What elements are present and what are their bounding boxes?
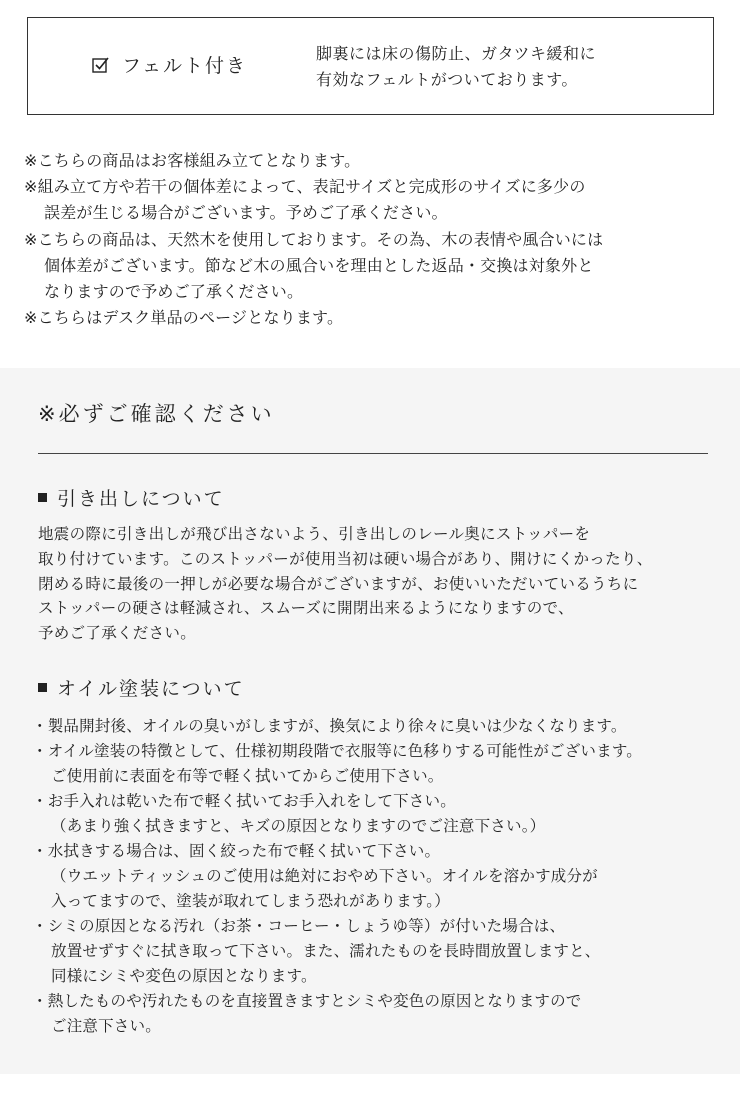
drawer-heading	[38, 484, 225, 511]
drawer-heading-text: 引き出しについて	[57, 488, 225, 510]
list-item: 放置せずすぐに拭き取って下さい。また、濡れたものを長時間放置しますと、	[51, 942, 601, 960]
list-item: ・お手入れは乾いた布で軽く拭いてお手入れをして下さい。	[32, 792, 456, 810]
checkbox-checked-icon	[92, 56, 110, 74]
feature-desc-line: 有効なフェルトがついております。	[316, 70, 578, 89]
note-line: ※こちらの商品は、天然木を使用しております。その為、木の表情や風合いには	[24, 229, 604, 249]
list-item: ご注意下さい。	[51, 1017, 161, 1035]
list-item: ・熱したものや汚れたものを直接置きますとシミや変色の原因となりますので	[32, 992, 582, 1010]
list-item: 入ってますので、塗装が取れてしまう恐れがあります。）	[51, 892, 450, 910]
oil-heading	[38, 674, 245, 701]
confirm-section	[0, 368, 740, 1074]
note-line: ※こちらはデスク単品のページとなります。	[24, 308, 344, 328]
body-line: 取り付けています。このストッパーが使用当初は硬い場合があり、開けにくかったり、	[38, 549, 653, 568]
note-line: ※組み立て方や若干の個体差によって、表記サイズと完成形のサイズに多少の	[24, 177, 586, 197]
list-item: 同様にシミや変色の原因となります。	[51, 967, 317, 985]
note-line: 誤差が生じる場合がございます。予めご了承ください。	[44, 203, 448, 223]
drawer-body	[38, 522, 728, 646]
divider	[38, 453, 708, 454]
oil-heading-text: オイル塗装について	[57, 678, 245, 700]
list-item: ・製品開封後、オイルの臭いがしますが、換気により徐々に臭いは少なくなります。	[32, 717, 627, 735]
list-item: ・シミの原因となる汚れ（お茶・コーヒー・しょうゆ等）が付いた場合は、	[32, 917, 566, 935]
body-line: 地震の際に引き出しが飛び出さないよう、引き出しのレール奥にストッパーを	[38, 525, 591, 543]
list-item: （ウエットティッシュのご使用は絶対におやめ下さい。オイルを溶かす成分が	[51, 867, 598, 885]
feature-label	[92, 51, 247, 78]
confirm-title: ※必ずご確認ください	[38, 402, 275, 426]
body-line: ストッパーの硬さは軽減され、スムーズに開閉出来るようになりますので、	[38, 599, 574, 618]
product-notes	[24, 148, 724, 331]
note-line: ※こちらの商品はお客様組み立てとなります。	[24, 151, 361, 170]
feature-desc-line: 脚裏には床の傷防止、ガタツキ緩和に	[316, 44, 597, 63]
body-line: 予めご了承ください。	[38, 624, 197, 643]
list-item: ・オイル塗装の特徴として、仕様初期段階で衣服等に色移りする可能性がございます。	[32, 742, 642, 760]
feature-description	[316, 41, 706, 93]
list-item: ・水拭きする場合は、固く絞った布で軽く拭いて下さい。	[32, 842, 441, 860]
list-item: （あまり強く拭きますと、キズの原因となりますのでご注意下さい。）	[51, 817, 546, 835]
oil-care-list	[32, 714, 732, 1039]
feature-box	[27, 17, 714, 115]
body-line: 閉める時に最後の一押しが必要な場合がございますが、お使いいただいているうちに	[38, 574, 639, 593]
feature-label-text: フェルト付き	[122, 55, 248, 77]
square-bullet-icon	[38, 683, 47, 692]
note-line: なりますので予めご了承ください。	[44, 282, 304, 302]
square-bullet-icon	[38, 493, 47, 502]
list-item: ご使用前に表面を布等で軽く拭いてからご使用下さい。	[51, 767, 444, 785]
note-line: 個体差がございます。節など木の風合いを理由とした返品・交換は対象外と	[44, 255, 594, 275]
